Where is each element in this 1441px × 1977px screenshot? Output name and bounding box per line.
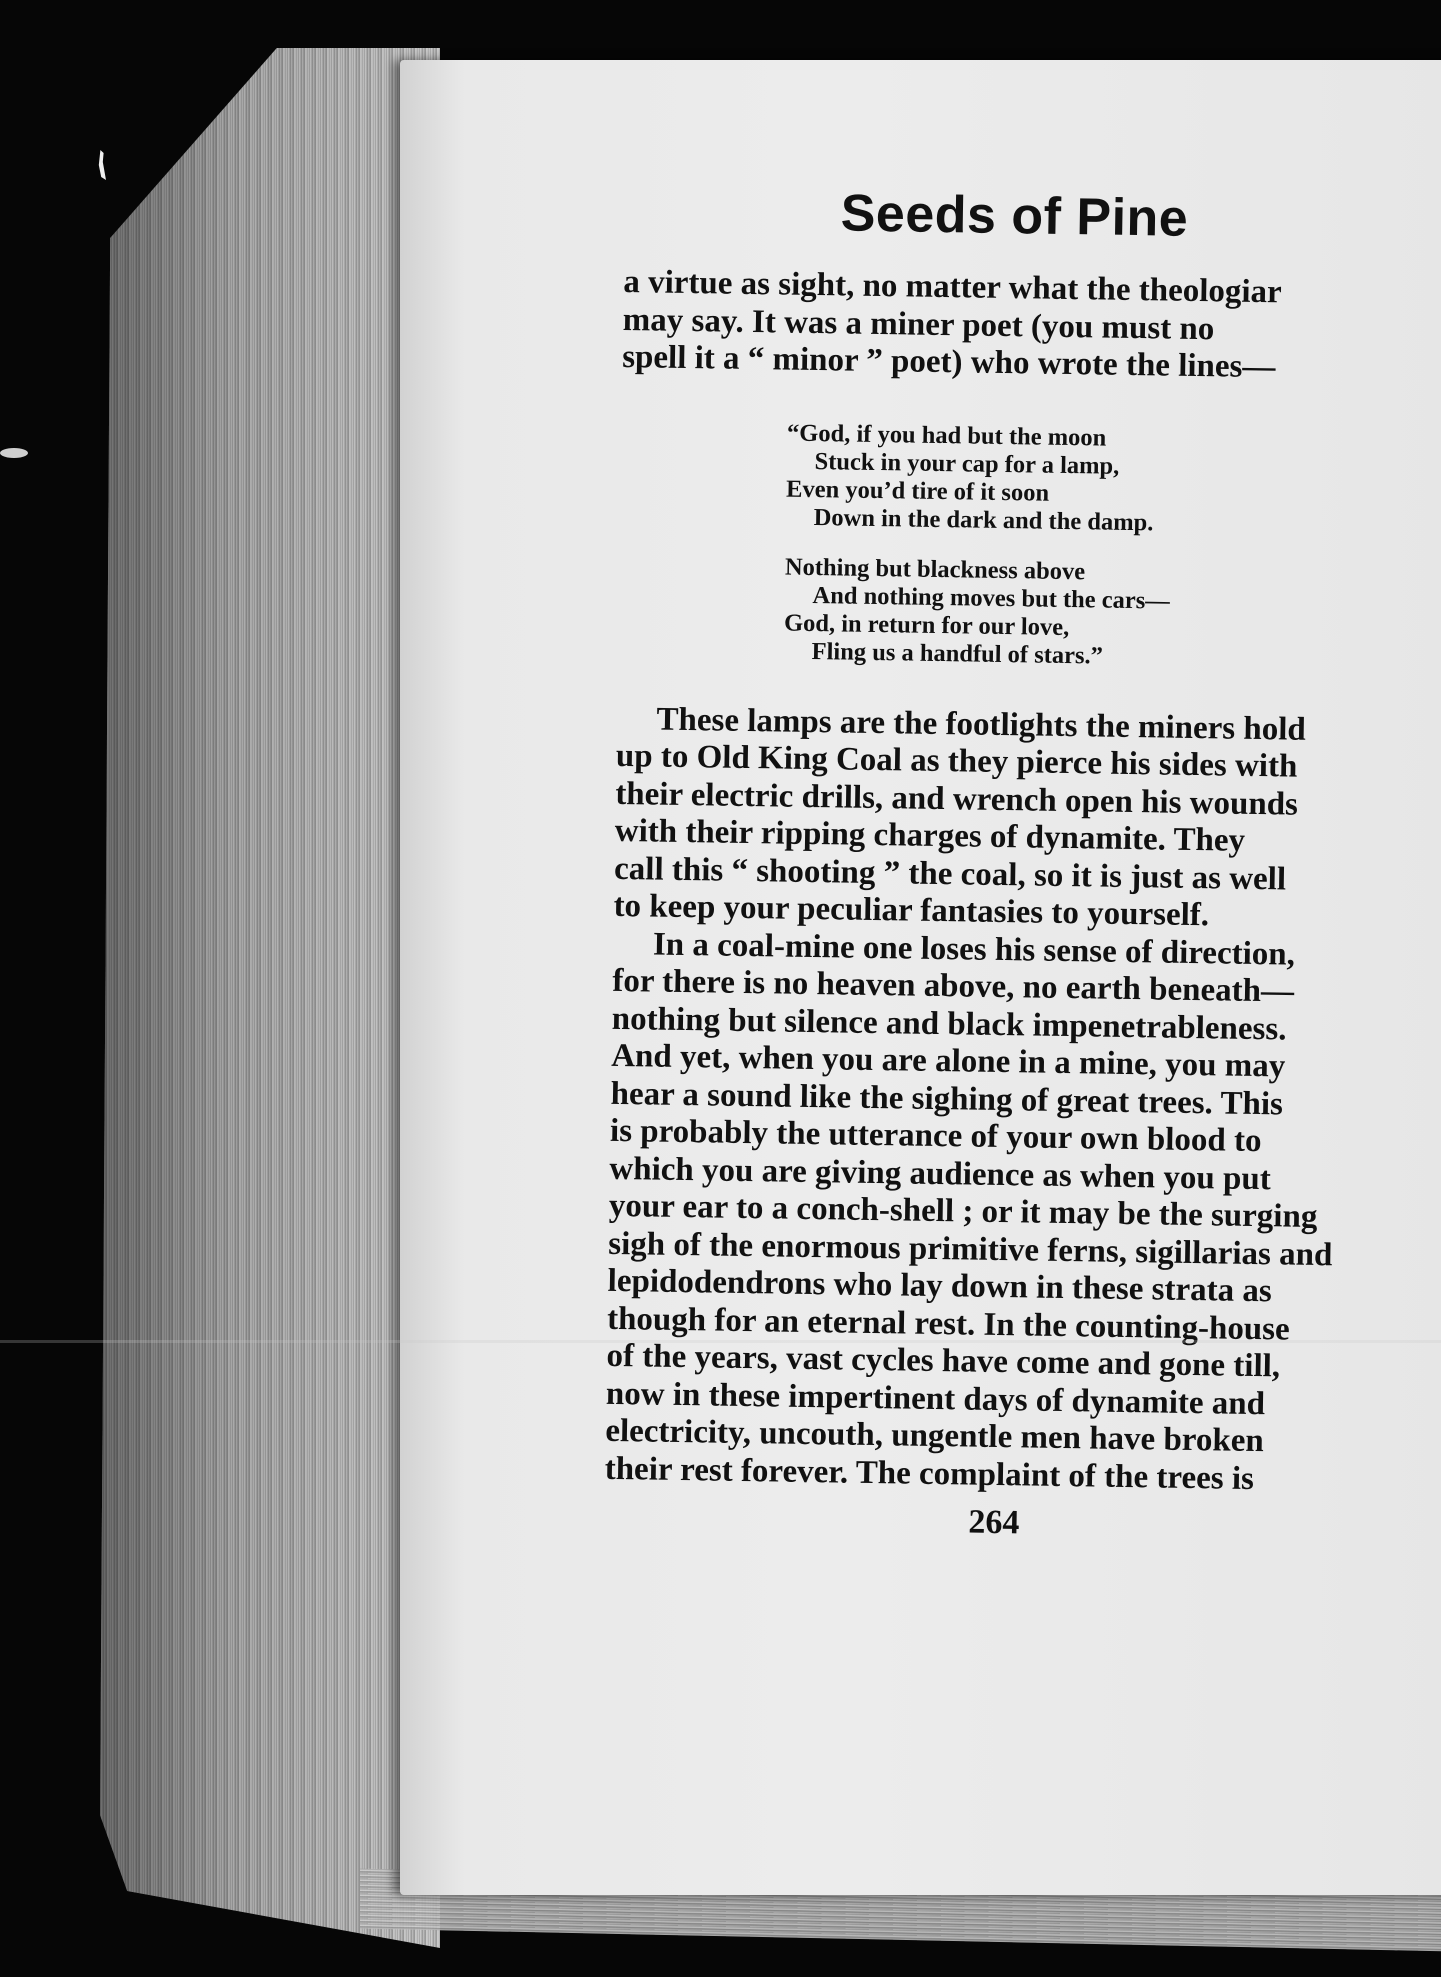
poem-line: “God, if you had but the moon <box>786 419 1107 452</box>
text-line: is probably the utterance of your own blood to <box>609 1112 1262 1160</box>
text-line: And yet, when you are alone in a mine, you may <box>610 1037 1286 1085</box>
poem-line: Stuck in your cap for a lamp, <box>814 447 1120 480</box>
scan-artifact-line <box>0 1340 1441 1343</box>
text-line: now in these impertinent days of dynamite and <box>605 1375 1266 1422</box>
dust-mark <box>0 448 28 458</box>
text-line: for there is no heaven above, no earth beneath— <box>612 962 1295 1010</box>
text-line: call this “ shooting ” the coal, so it is just as well <box>613 850 1287 897</box>
text-line: In a coal-mine one loses his sense of direction, <box>652 926 1296 973</box>
body-paragraph <box>604 925 1441 1501</box>
dust-speck <box>98 150 106 180</box>
text-line: their rest forever. The complaint of the trees is <box>604 1450 1255 1497</box>
opening-paragraph <box>622 264 1441 390</box>
text-line: your ear to a conch-shell ; or it may be the surging <box>608 1187 1318 1236</box>
text-line: electricity, uncouth, ungentle men have broken <box>605 1412 1265 1460</box>
text-line: though for an eternal rest. In the counting-house <box>606 1300 1290 1348</box>
poem-line: Even you’d tire of it soon <box>785 475 1050 507</box>
text-line: These lamps are the footlights the miners hold <box>656 701 1307 748</box>
page-number: 264 <box>968 1503 1020 1542</box>
text-line: hear a sound like the sighing of great trees. This <box>610 1075 1284 1122</box>
text-line: may say. It was a miner poet (you must no <box>622 301 1215 347</box>
page-edges-shadow <box>100 48 440 1948</box>
running-head: Seeds of Pine <box>840 184 1189 248</box>
body-paragraph <box>613 700 1441 939</box>
text-line: to keep your peculiar fantasies to yourself. <box>613 887 1210 934</box>
text-line: nothing but silence and black impenetrableness. <box>611 1000 1287 1047</box>
poem-line: Nothing but blackness above <box>784 553 1086 585</box>
text-line: which you are giving audience as when you put <box>609 1150 1272 1197</box>
poem-line: Fling us a handful of stars.” <box>811 637 1104 670</box>
text-line: spell it a “ minor ” poet) who wrote the lines— <box>621 338 1276 386</box>
poem-stanza <box>783 553 1441 676</box>
text-line: of the years, vast cycles have come and gone till, <box>606 1337 1281 1385</box>
text-line: their electric drills, and wrench open his wounds <box>615 775 1299 823</box>
book-page <box>400 60 1441 1895</box>
poem-line: Down in the dark and the damp. <box>813 503 1154 536</box>
text-line: lepidodendrons who lay down in these strata as <box>607 1262 1273 1310</box>
text-line: a virtue as sight, no matter what the theologiar <box>623 263 1283 311</box>
text-line: up to Old King Coal as they pierce his sides with <box>615 737 1298 785</box>
poem-stanza <box>786 419 1441 542</box>
poem-line: God, in return for our love, <box>783 609 1070 641</box>
poem-quotation <box>783 419 1441 676</box>
poem-line: And nothing moves but the cars— <box>812 581 1171 615</box>
page-text-block <box>604 180 1441 1549</box>
text-line: sigh of the enormous primitive ferns, sigillarias and <box>608 1225 1333 1273</box>
text-line: with their ripping charges of dynamite. They <box>614 812 1246 859</box>
